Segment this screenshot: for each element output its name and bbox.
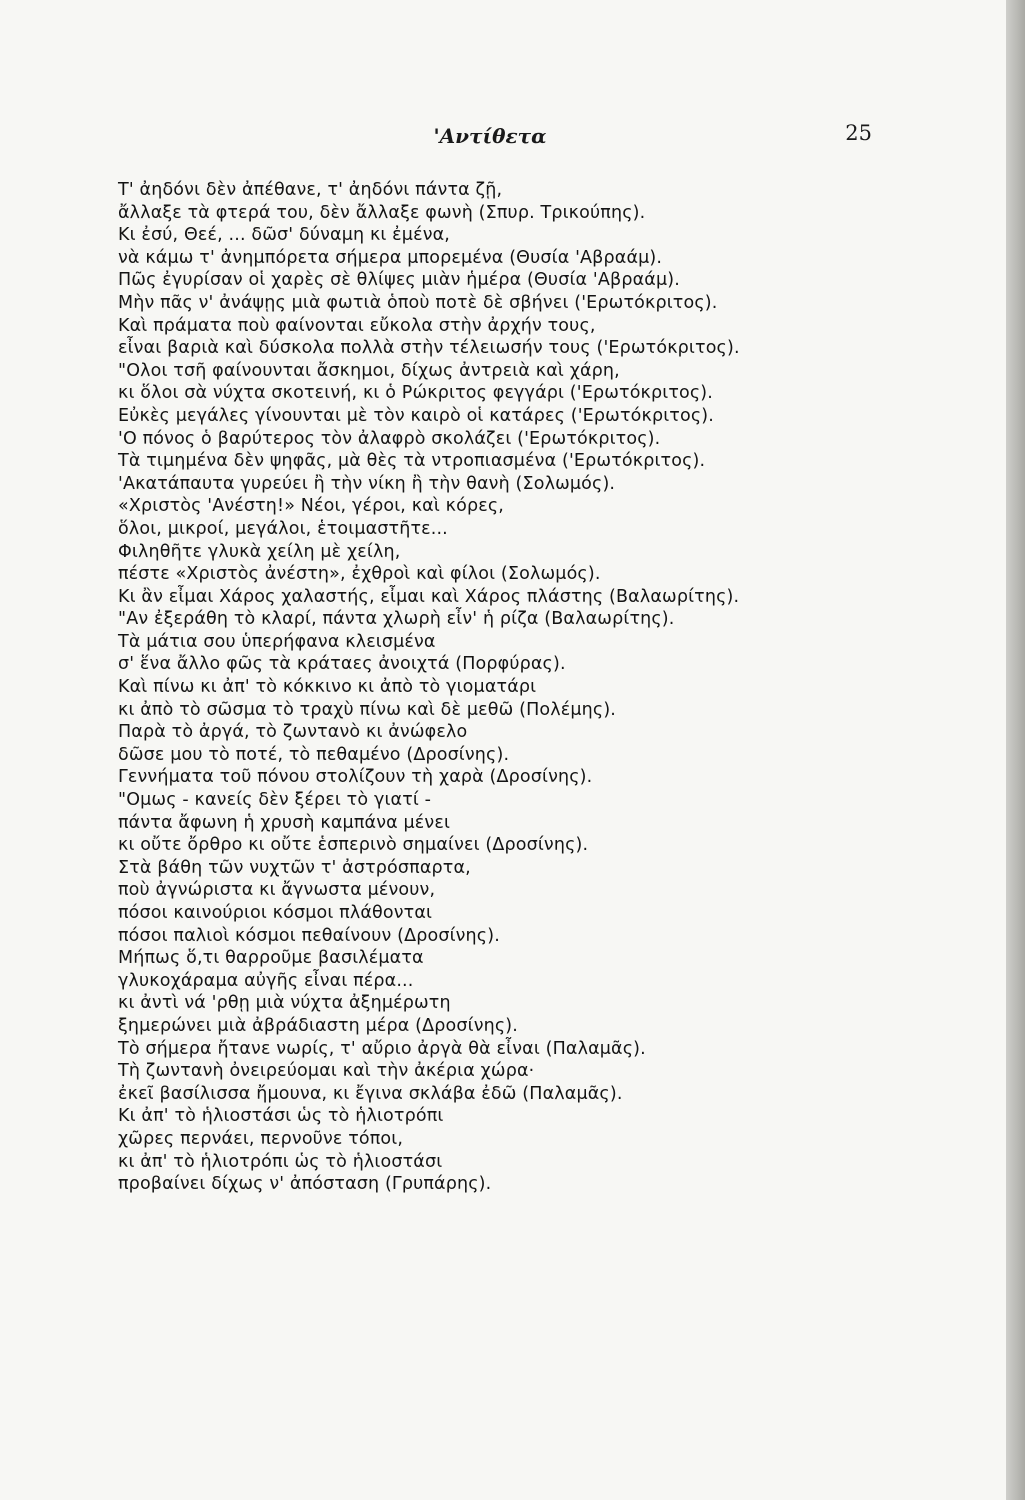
- text-line: χῶρες περνάει, περνοῦνε τόποι,: [118, 1128, 404, 1149]
- text-line: πέστε «Χριστὸς ἀνέστη», ἐχθροὶ καὶ φίλοι (Σολωμός).: [118, 564, 601, 585]
- text-line: Παρὰ τὸ ἀργά, τὸ ζωντανὸ κι ἀνώφελο: [118, 722, 468, 743]
- text-line: γλυκοχάραμα αὐγῆς εἶναι πέρα...: [118, 970, 414, 991]
- text-line: ποὺ ἀγνώριστα κι ἄγνωστα μένουν,: [118, 880, 436, 901]
- text-line: ἐκεῖ βασίλισσα ἤμουνα, κι ἔγινα σκλάβα ἐδῶ (Παλαμᾶς).: [118, 1083, 623, 1104]
- text-line: ἄλλαξε τὰ φτερά του, δὲν ἄλλαξε φωνὴ (Σπυρ. Τρικούπης).: [118, 202, 646, 223]
- text-line: Τὴ ζωντανὴ ὀνειρεύομαι καὶ τὴν ἀκέρια χώρα·: [118, 1061, 535, 1082]
- text-line: νὰ κάμω τ' ἀνημπόρετα σήμερα μπορεμένα (Θυσία 'Αβραάμ).: [118, 247, 663, 268]
- text-line: δῶσε μου τὸ ποτέ, τὸ πεθαμένο (Δροσίνης).: [118, 744, 510, 765]
- page-number: 25: [845, 121, 872, 145]
- text-line: σ' ἕνα ἄλλο φῶς τὰ κράταες ἀνοιχτά (Πορφύρας).: [118, 654, 566, 675]
- text-line: πάντα ἄφωνη ἡ χρυσὴ καμπάνα μένει: [118, 812, 451, 833]
- text-line: πόσοι καινούριοι κόσμοι πλάθονται: [118, 903, 433, 923]
- text-line: Κι ἀπ' τὸ ἡλιοστάσι ὡς τὸ ἡλιοτρόπι: [118, 1106, 444, 1127]
- text-line: Φιληθῆτε γλυκὰ χείλη μὲ χείλη,: [118, 541, 401, 562]
- text-line: προβαίνει δίχως ν' ἀπόσταση (Γρυπάρης).: [118, 1174, 492, 1195]
- text-line: "Ολοι τσῆ φαίνουνται ἄσκημοι, δίχως ἀντρειὰ καὶ χάρη,: [118, 360, 620, 381]
- text-line: Τὰ μάτια σου ὑπερήφανα κλεισμένα: [118, 631, 436, 652]
- text-line: Μὴν πᾶς ν' ἀνάψῃς μιὰ φωτιὰ ὁποὺ ποτὲ δὲ σβήνει ('Ερωτόκριτος).: [118, 292, 718, 313]
- text-line: κι ὅλοι σὰ νύχτα σκοτεινή, κι ὁ Ρώκριτος φεγγάρι ('Ερωτόκριτος).: [118, 383, 713, 404]
- text-line: 'Ο πόνος ὁ βαρύτερος τὸν ἀλαφρὸ σκολάζει ('Ερωτόκριτος).: [118, 428, 661, 449]
- running-header-title: 'Αντίθετα: [433, 124, 547, 148]
- text-line: Κι ἐσύ, Θεέ, ... δῶσ' δύναμη κι ἐμένα,: [118, 225, 451, 246]
- text-line: ξημερώνει μιὰ ἀβράδιαστη μέρα (Δροσίνης).: [118, 1015, 518, 1036]
- text-line: Καὶ πίνω κι ἀπ' τὸ κόκκινο κι ἀπὸ τὸ γιοματάρι: [118, 677, 537, 698]
- text-line: Καὶ πράματα ποὺ φαίνονται εὔκολα στὴν ἀρχήν τους,: [118, 315, 596, 336]
- text-line: Εὐκὲς μεγάλες γίνουνται μὲ τὸν καιρὸ οἱ κατάρες ('Ερωτόκριτος).: [118, 405, 714, 426]
- text-line: εἶναι βαριὰ καὶ δύσκολα πολλὰ στὴν τέλειωσήν τους ('Ερωτόκριτος).: [118, 338, 740, 359]
- text-line: Τ' ἀηδόνι δὲν ἀπέθανε, τ' ἀηδόνι πάντα ζῇ,: [118, 180, 503, 200]
- text-line: κι ἀντὶ νά 'ρθῃ μιὰ νύχτα ἀξημέρωτη: [118, 993, 451, 1014]
- verse-text-block: [118, 179, 978, 1196]
- text-line: ὅλοι, μικροί, μεγάλοι, ἑτοιμαστῆτε...: [118, 518, 448, 539]
- text-line: κι οὔτε ὄρθρο κι οὔτε ἑσπερινὸ σημαίνει (Δροσίνης).: [118, 835, 589, 856]
- text-line: "Ομως - κανείς δὲν ξέρει τὸ γιατί -: [118, 790, 432, 811]
- text-line: Γεννήματα τοῦ πόνου στολίζουν τὴ χαρὰ (Δροσίνης).: [118, 767, 593, 788]
- page-edge-shadow: [1006, 0, 1025, 1500]
- text-line: Στὰ βάθη τῶν νυχτῶν τ' ἀστρόσπαρτα,: [118, 857, 471, 878]
- text-line: πόσοι παλιοὶ κόσμοι πεθαίνουν (Δροσίνης).: [118, 925, 500, 946]
- text-line: "Αν ἐξεράθη τὸ κλαρί, πάντα χλωρὴ εἶν' ἡ ρίζα (Βαλαωρίτης).: [118, 609, 675, 630]
- text-line: «Χριστὸς 'Ανέστη!» Νέοι, γέροι, καὶ κόρες,: [118, 496, 504, 517]
- text-line: κι ἀπὸ τὸ σῶσμα τὸ τραχὺ πίνω καὶ δὲ μεθῶ (Πολέμης).: [118, 699, 617, 720]
- text-line: Μήπως ὅ,τι θαρροῦμε βασιλέματα: [118, 948, 424, 969]
- text-line: Πῶς ἐγυρίσαν οἱ χαρὲς σὲ θλίψες μιὰν ἡμέρα (Θυσία 'Αβραάμ).: [118, 270, 680, 291]
- text-line: 'Ακατάπαυτα γυρεύει ἢ τὴν νίκη ἢ τὴν θανὴ (Σολωμός).: [118, 473, 616, 494]
- text-line: Κι ἂν εἶμαι Χάρος χαλαστής, εἶμαι καὶ Χάρος πλάστης (Βαλαωρίτης).: [118, 586, 740, 607]
- text-line: Τὸ σήμερα ἤτανε νωρίς, τ' αὔριο ἀργὰ θὰ εἶναι (Παλαμᾶς).: [118, 1038, 646, 1059]
- text-line: Τὰ τιμημένα δὲν ψηφᾶς, μὰ θὲς τὰ ντροπιασμένα ('Ερωτόκριτος).: [118, 451, 706, 472]
- text-line: κι ἀπ' τὸ ἡλιοτρόπι ὡς τὸ ἡλιοστάσι: [118, 1151, 443, 1172]
